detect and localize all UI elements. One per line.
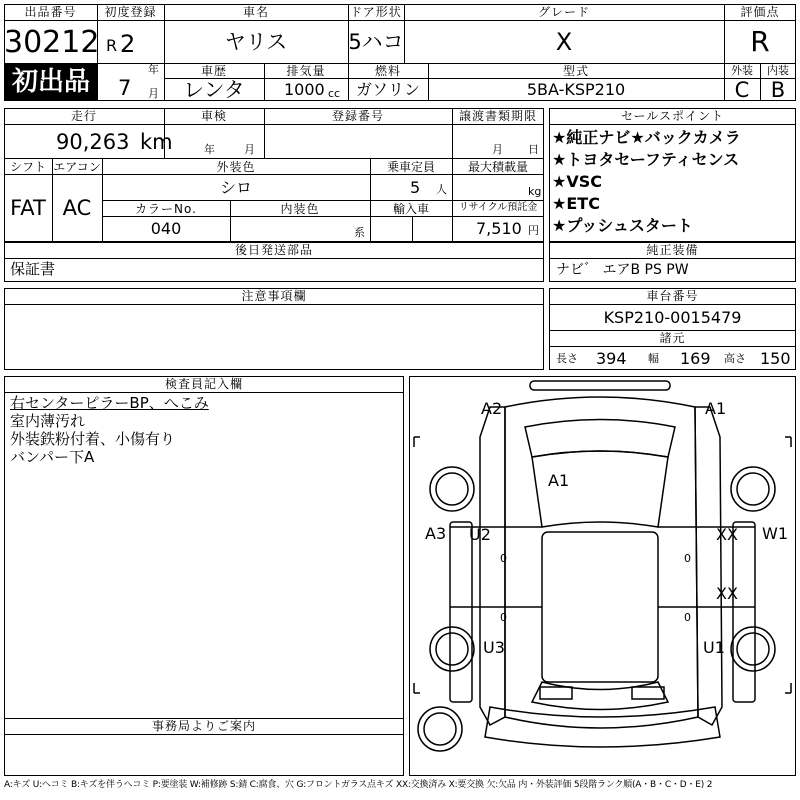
auction-number: 30212 (4, 25, 100, 60)
damage-mark-a3: A3 (425, 524, 447, 543)
color-no: 040 (150, 219, 182, 238)
dimensions-label: 諸元 (659, 331, 686, 345)
sales-point-item: ★VSC (552, 172, 602, 191)
history: レンタ (183, 78, 245, 102)
grade: X (555, 28, 573, 56)
equipment-label: 純正装備 (646, 243, 699, 257)
capacity-label: 乗車定員 (386, 160, 435, 174)
aircon-label: エアコン (53, 160, 101, 174)
recycle: 7,510 (476, 219, 522, 238)
damage-mark-xx: XX (716, 525, 738, 544)
interior-color-unit: 系 (354, 226, 365, 239)
zero-mark: 0 (684, 611, 691, 624)
sales-points-label: セールスポイント (621, 109, 724, 123)
car-diagram (410, 377, 795, 775)
car-diagram-frame (409, 376, 796, 776)
legend: A:キズ U:ヘコミ B:キズを伴うヘコミ P:要塗装 W:補修跡 S:錆 C:腐食、穴 G:フロントガラス点キズ XX:交換済み X:要交換 欠:欠品 内・外装評価 5段階ランク順(A・B・C・D・E) 2 (4, 780, 713, 790)
import-label: 輸入車 (392, 202, 429, 216)
interior-score: B (770, 78, 786, 102)
damage-mark-w1: W1 (762, 524, 788, 543)
transfer-docs-month-unit: 月 (492, 143, 503, 156)
registration-month: 7 (118, 76, 132, 100)
interior-score-label: 内装 (767, 64, 789, 77)
registration-month-unit: 月 (148, 87, 159, 100)
inspection-month-unit: 月 (244, 143, 255, 156)
shift-label: シフト (9, 160, 46, 174)
height-label: 高さ (724, 352, 746, 365)
notes-label: 注意事項欄 (241, 289, 307, 303)
auction-number-label: 出品番号 (24, 5, 77, 19)
capacity: 5 (410, 178, 421, 197)
car-name-label: 車名 (242, 5, 269, 19)
inspector-label: 検査員記入欄 (164, 377, 243, 391)
exterior-score: C (734, 78, 750, 102)
mileage-label: 走行 (70, 109, 97, 123)
spec-frame (4, 108, 544, 242)
interior-color-label: 内装色 (280, 202, 320, 216)
exterior-score-label: 外装 (731, 64, 753, 77)
equipment: ナビ゛ エアB PS PW (556, 262, 689, 278)
height: 150 (760, 349, 791, 368)
office-label: 事務局よりご案内 (151, 719, 256, 733)
capacity-unit: 人 (436, 183, 447, 196)
width-label: 幅 (648, 352, 659, 365)
registration-era: R (106, 36, 118, 55)
sales-point-item: ★プッシュスタート (552, 216, 693, 235)
registration-label: 初度登録 (104, 5, 157, 19)
aircon: AC (62, 196, 92, 220)
damage-mark-u1: U1 (703, 638, 725, 657)
fuel-label: 燃料 (374, 64, 401, 78)
damage-mark-a1: A1 (705, 399, 727, 418)
damage-mark-a2: A2 (481, 399, 503, 418)
inspector-line: 外装鉄粉付着、小傷有り (10, 430, 176, 448)
sales-point-item: ★純正ナビ★バックカメラ (552, 128, 741, 147)
load-unit: kg (528, 185, 542, 198)
sales-point-item: ★ETC (552, 194, 600, 213)
displacement-label: 排気量 (286, 64, 326, 78)
chassis-number: KSP210-0015479 (603, 308, 742, 327)
inspector-line: 室内薄汚れ (10, 412, 86, 430)
later-parts: 保証書 (10, 260, 56, 278)
registration-year-unit: 年 (148, 63, 159, 76)
inspector-line: 右センターピラーBP、へこみ (10, 394, 209, 412)
mileage-unit: km (140, 130, 173, 154)
inspection-label: 車検 (200, 109, 227, 123)
damage-mark-u2: U2 (469, 525, 491, 544)
door-label: ドア形状 (350, 5, 402, 19)
history-label: 車歴 (200, 64, 227, 78)
score-label: 評価点 (740, 5, 780, 19)
chassis-label: 車台番号 (646, 289, 699, 303)
transfer-docs-label: 譲渡書類期限 (458, 109, 537, 123)
shift: FAT (10, 196, 46, 220)
recycle-unit: 円 (528, 224, 539, 237)
later-parts-label: 後日発送部品 (234, 243, 313, 257)
transfer-docs-day-unit: 日 (528, 143, 539, 156)
inspector-line: バンパー下A (10, 448, 95, 466)
first-listing-badge: 初出品 (5, 64, 97, 100)
damage-mark-u3: U3 (483, 638, 505, 657)
sales-point-item: ★トヨタセーフティセンス (552, 150, 740, 169)
recycle-label: リサイクル預託金 (458, 202, 538, 213)
plate-label: 登録番号 (331, 109, 384, 123)
car-name: ヤリス (224, 30, 288, 54)
registration-year: 2 (120, 30, 136, 58)
zero-mark: 0 (684, 552, 691, 565)
exterior-color: シロ (219, 178, 252, 197)
mileage: 90,263 (56, 130, 130, 154)
length-label: 長さ (556, 352, 578, 365)
grade-label: グレード (537, 5, 590, 19)
fuel: ガソリン (355, 80, 420, 99)
door-type: 5ハコ (348, 30, 404, 54)
exterior-color-label: 外装色 (216, 160, 256, 174)
load-label: 最大積載量 (467, 160, 528, 174)
damage-mark-a1: A1 (548, 471, 570, 490)
color-no-label: カラーNo. (135, 202, 197, 216)
width: 169 (680, 349, 711, 368)
length: 394 (596, 349, 627, 368)
score: R (750, 25, 770, 58)
displacement-unit: cc (328, 87, 341, 100)
model-code: 5BA-KSP210 (526, 80, 626, 99)
inspection-year-unit: 年 (204, 143, 215, 156)
displacement: 1000 (284, 80, 325, 99)
zero-mark: 0 (500, 611, 507, 624)
model-code-label: 型式 (562, 64, 589, 78)
zero-mark: 0 (500, 552, 507, 565)
damage-mark-xx: XX (716, 584, 738, 603)
